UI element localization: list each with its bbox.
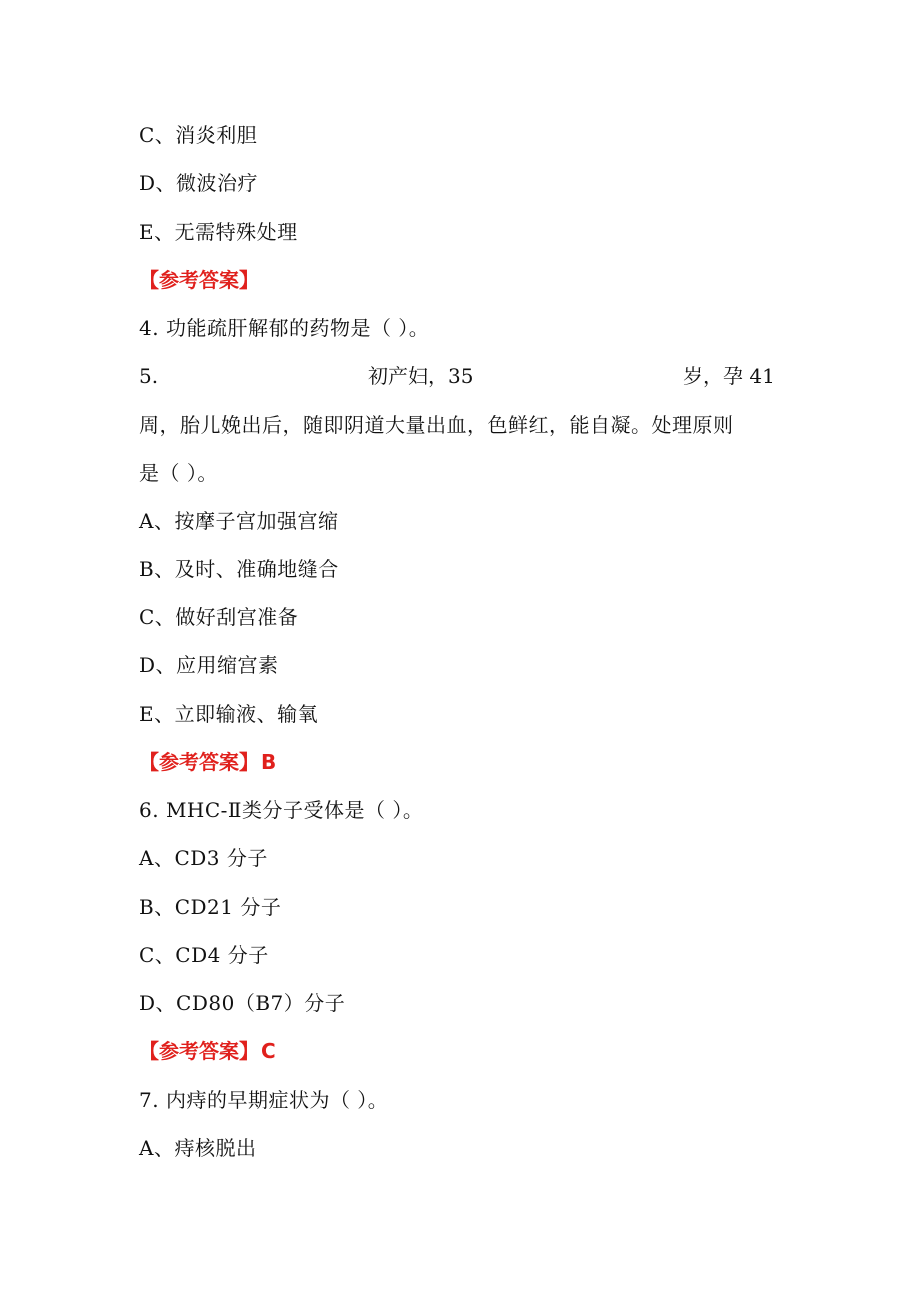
q5-option-a: A、按摩子宫加强宫缩 (139, 509, 339, 533)
q5-text-line3: 是（ ）。 (139, 461, 218, 485)
q6-answer (139, 1038, 276, 1064)
q7-option-a: A、痔核脱出 (139, 1136, 257, 1160)
q6-option-d: D、CD80（B7）分子 (139, 991, 346, 1015)
q5-number: 5. (139, 364, 159, 388)
q5-text-line2: 周，胎儿娩出后，随即阴道大量出血，色鲜红，能自凝。处理原则 (139, 413, 734, 437)
q7-text: 7. 内痔的早期症状为（ ）。 (139, 1088, 389, 1112)
q5-option-e: E、立即输液、输氧 (139, 702, 319, 726)
q6-option-a: A、CD3 分子 (139, 846, 268, 870)
q6-text: 6. MHC-Ⅱ类分子受体是（ ）。 (139, 798, 424, 822)
q6-answer-label: 【参考答案】 (139, 1039, 259, 1063)
q3-option-d: D、微波治疗 (139, 171, 259, 195)
q6-option-b: B、CD21 分子 (139, 895, 282, 919)
q5-option-b: B、及时、准确地缝合 (139, 557, 339, 581)
q6-option-c: C、CD4 分子 (139, 943, 269, 967)
q3-option-e: E、无需特殊处理 (139, 220, 298, 244)
q5-option-d: D、应用缩宫素 (139, 653, 279, 677)
q3-answer-label: 【参考答案】 (139, 268, 259, 292)
q5-text-part1: 初产妇，35 (368, 364, 474, 388)
q3-option-c: C、消炎利胆 (139, 123, 258, 147)
q3-answer (139, 267, 261, 293)
q4-text: 4. 功能疏肝解郁的药物是（ ）。 (139, 316, 430, 340)
q5-text-part2: 岁，孕 41 (683, 364, 775, 388)
q5-answer (139, 749, 276, 775)
q5-answer-value: B (261, 750, 277, 774)
q5-answer-label: 【参考答案】 (139, 750, 259, 774)
q5-option-c: C、做好刮宫准备 (139, 605, 299, 629)
q6-answer-value: C (261, 1039, 276, 1063)
